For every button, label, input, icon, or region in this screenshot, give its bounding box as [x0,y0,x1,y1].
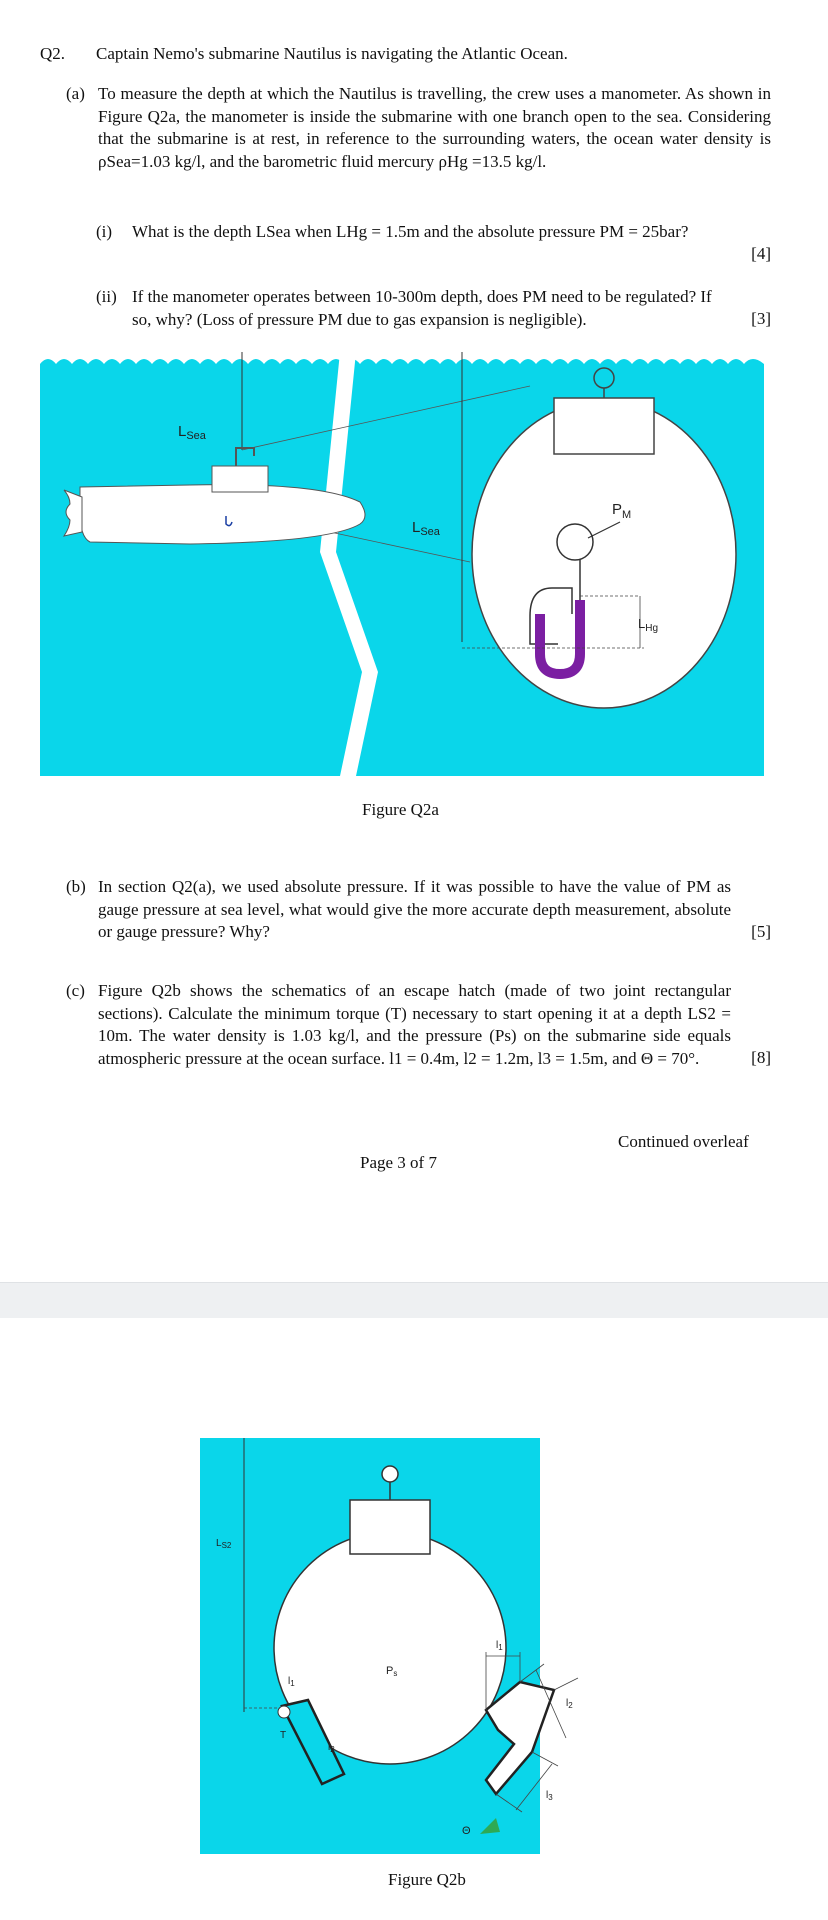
gas-bulb [557,524,593,560]
part-b [66,876,771,944]
submarine-tower [212,466,268,492]
lsea-mid-label: $L_{Sea}$ [412,519,440,538]
question-number: Q2. [40,44,66,63]
l2-label-detail: $l_2$ [566,1698,573,1710]
document-page-4 [0,1318,828,1920]
lsea-left-label: $L_{Sea}$ [178,423,206,442]
question-intro: Captain Nemo's submarine Nautilus is navigating the Atlantic Ocean. [96,44,568,63]
valve-knob-q2b [382,1466,398,1482]
hatch-tower [554,398,654,454]
part-b-label: (b) [66,877,86,896]
l3-label-detail: $l_3$ [546,1790,553,1802]
part-c-text: Figure Q2b shows the schematics of an escape hatch (made of two joint rectangular sections). Calculate the minimum torque (T) necessary to start opening it at a depth LS2 = 10m. The water density is 1.03 kg/l, and the pressure (Ps) on the submarine side equals atmospheric pressure at the ocean surface. l1 = 0.4m, l2 = 1.2m, l3 = 1.5m, and Θ = 70°. [98,981,731,1068]
part-c-label: (c) [66,981,85,1000]
part-c [66,980,771,1070]
page-number: Page 3 of 7 [360,1153,437,1172]
part-a-ii-text: If the manometer operates between 10-300m depth, does PM need to be regulated? If so, why? (Loss of pressure PM due to gas expansion is negligible). [132,287,712,329]
figure-q2a-caption: Figure Q2a [362,800,439,819]
l2-label-q2b: $l_2$ [328,1742,335,1754]
continued-overleaf: Continued overleaf [618,1132,749,1151]
figure-q2b [196,1438,696,1858]
page-divider [0,1282,828,1319]
part-a-ii-label: (ii) [96,287,117,306]
part-a-ii [96,286,771,331]
valve-knob [594,368,614,388]
torque-label: T [280,1730,287,1741]
ps-label: Ps [386,1665,398,1678]
part-b-text: In section Q2(a), we used absolute pressure. If it was possible to have the value of PM as gauge pressure at sea level, what would give the more accurate depth measurement, absolute or gauge pressure? Why? [98,877,731,941]
part-b-marks: [5] [751,922,771,941]
l1-label-detail: $l_1$ [496,1640,503,1652]
submarine-hull [80,485,365,544]
part-a-i-text: What is the depth LSea when LHg = 1.5m and the absolute pressure PM = 25bar? [132,222,689,241]
part-a-label: (a) [66,84,85,103]
theta-label: Θ [462,1825,471,1837]
figure-q2b-caption: Figure Q2b [388,1870,466,1889]
part-a-i-label: (i) [96,222,113,241]
part-a-i [96,221,771,263]
ls2-label: $L_{S2}$ [216,1538,232,1550]
part-a-ii-marks: [3] [751,309,771,328]
lhg-label: $L_{Hg}$ [638,616,659,634]
figure-q2a [40,352,764,776]
part-a-i-marks: [4] [751,244,771,263]
pm-label: $P_M$ [612,501,632,521]
l1-label-q2b: $l_1$ [288,1676,295,1688]
hinge [278,1706,290,1718]
part-a [66,83,771,173]
hatch-tower-q2b [350,1500,430,1554]
part-a-text: To measure the depth at which the Nautilus is travelling, the crew uses a manometer. As shown in Figure Q2a, the manometer is inside the submarine with one branch open to the sea. Considering that the submarine is at rest, in reference to the surrounding waters, the ocean water density is ρSea=1.03 kg/l, and the barometric fluid mercury ρHg =13.5 kg/l. [98,84,771,171]
part-c-marks: [8] [751,1048,771,1067]
